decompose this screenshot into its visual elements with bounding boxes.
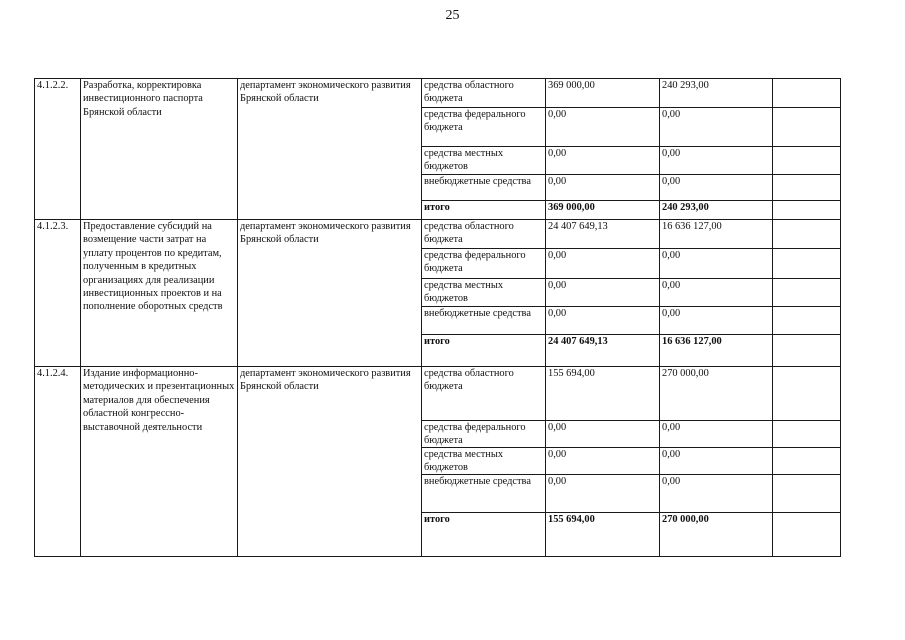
funding-source: средства областного бюджета — [424, 221, 514, 246]
funding-value-2: 0,00 — [662, 308, 681, 319]
funding-value-2: 270 000,00 — [662, 368, 709, 379]
row-code: 4.1.2.3. — [37, 221, 69, 232]
funding-value-2: 0,00 — [662, 280, 681, 291]
total-value-2: 16 636 127,00 — [662, 336, 722, 347]
funding-value-2: 240 293,00 — [662, 80, 709, 91]
funding-value-1: 369 000,00 — [548, 80, 595, 91]
total-value-2: 240 293,00 — [662, 202, 709, 213]
funding-value-1: 0,00 — [548, 422, 567, 433]
funding-source: средства федерального бюджета — [424, 422, 526, 447]
funding-value-2: 0,00 — [662, 476, 681, 487]
row-name: Разработка, корректировка инвестиционного паспорта Брянской области — [83, 80, 203, 118]
funding-value-1: 0,00 — [548, 449, 567, 460]
row-code: 4.1.2.2. — [37, 80, 69, 91]
funding-value-1: 0,00 — [548, 250, 567, 261]
total-label: итого — [424, 336, 450, 347]
row-code: 4.1.2.4. — [37, 368, 69, 379]
funding-value-2: 0,00 — [662, 422, 681, 433]
budget-table — [34, 78, 840, 556]
funding-value-1: 0,00 — [548, 109, 567, 120]
funding-value-1: 0,00 — [548, 280, 567, 291]
row-name: Предоставление субсидий на возмещение части затрат на уплату процентов по кредитам, полученным в кредитных организациях для реализации инвестиционных проектов и на пополнение оборотных средств — [83, 221, 223, 313]
funding-value-1: 0,00 — [548, 476, 567, 487]
table-column-border — [840, 78, 841, 557]
funding-source: средства федерального бюджета — [424, 250, 526, 275]
funding-value-1: 0,00 — [548, 176, 567, 187]
funding-value-2: 0,00 — [662, 109, 681, 120]
funding-value-2: 0,00 — [662, 176, 681, 187]
funding-source: средства федерального бюджета — [424, 109, 526, 134]
funding-value-1: 155 694,00 — [548, 368, 595, 379]
total-value-1: 369 000,00 — [548, 202, 595, 213]
funding-value-1: 24 407 649,13 — [548, 221, 608, 232]
funding-value-1: 0,00 — [548, 148, 567, 159]
funding-source: средства местных бюджетов — [424, 449, 504, 474]
row-executor: департамент экономического развития Брянской области — [240, 80, 411, 105]
total-label: итого — [424, 514, 450, 525]
row-executor: департамент экономического развития Брянской области — [240, 221, 411, 246]
funding-source: средства местных бюджетов — [424, 280, 504, 305]
table-column-border — [772, 78, 773, 557]
funding-source: внебюджетные средства — [424, 308, 531, 319]
row-name: Издание информационно-методических и презентационных материалов для обеспечения областной конгрессно-выставочной деятельности — [83, 368, 235, 433]
total-value-2: 270 000,00 — [662, 514, 709, 525]
funding-value-2: 16 636 127,00 — [662, 221, 722, 232]
funding-source: средства местных бюджетов — [424, 148, 504, 173]
funding-value-1: 0,00 — [548, 308, 567, 319]
funding-value-2: 0,00 — [662, 250, 681, 261]
page-number: 25 — [445, 8, 460, 23]
total-value-1: 24 407 649,13 — [548, 336, 608, 347]
funding-value-2: 0,00 — [662, 148, 681, 159]
total-label: итого — [424, 202, 450, 213]
row-executor: департамент экономического развития Брянской области — [240, 368, 411, 393]
funding-source: средства областного бюджета — [424, 80, 514, 105]
funding-value-2: 0,00 — [662, 449, 681, 460]
funding-source: средства областного бюджета — [424, 368, 514, 393]
total-value-1: 155 694,00 — [548, 514, 595, 525]
funding-source: внебюджетные средства — [424, 476, 531, 487]
table-row-border — [34, 556, 841, 557]
funding-source: внебюджетные средства — [424, 176, 531, 187]
